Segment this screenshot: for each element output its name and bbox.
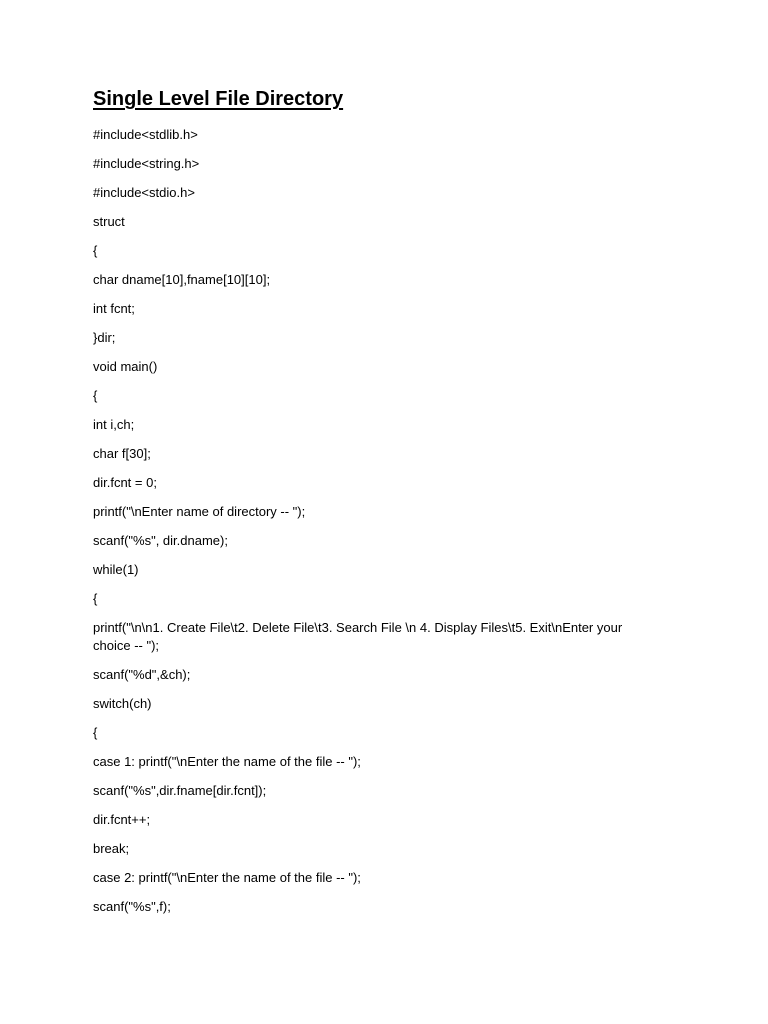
code-line: void main()	[93, 359, 158, 374]
code-line: int i,ch;	[93, 417, 135, 432]
code-line: printf("\n\n1. Create File\t2. Delete File\t3. Search File \n 4. Display Files\t5. Exit\nEnter your choice -- ");	[93, 620, 623, 653]
code-line: char f[30];	[93, 446, 151, 461]
code-line: }dir;	[93, 330, 116, 345]
code-line: switch(ch)	[93, 696, 152, 711]
code-line: {	[93, 243, 98, 258]
code-line: scanf("%s",dir.fname[dir.fcnt]);	[93, 783, 267, 798]
code-line: dir.fcnt++;	[93, 812, 151, 827]
code-line: #include<stdlib.h>	[93, 127, 198, 142]
code-line: while(1)	[93, 562, 139, 577]
code-line: case 1: printf("\nEnter the name of the file -- ");	[93, 754, 361, 769]
code-line: scanf("%s", dir.dname);	[93, 533, 228, 548]
code-line: case 2: printf("\nEnter the name of the file -- ");	[93, 870, 361, 885]
document-title: Single Level File Directory	[93, 88, 344, 110]
code-line: printf("\nEnter name of directory -- ");	[93, 504, 306, 519]
code-line: break;	[93, 841, 130, 856]
code-line: char dname[10],fname[10][10];	[93, 272, 271, 287]
code-listing	[93, 126, 663, 927]
code-line: dir.fcnt = 0;	[93, 475, 157, 490]
code-line: #include<string.h>	[93, 156, 200, 171]
code-line: {	[93, 388, 98, 403]
code-line: scanf("%d",&ch);	[93, 667, 191, 682]
code-line: #include<stdio.h>	[93, 185, 195, 200]
code-line: int fcnt;	[93, 301, 135, 316]
code-line: {	[93, 591, 98, 606]
code-line: scanf("%s",f);	[93, 899, 171, 914]
code-line: struct	[93, 214, 125, 229]
code-line: {	[93, 725, 98, 740]
